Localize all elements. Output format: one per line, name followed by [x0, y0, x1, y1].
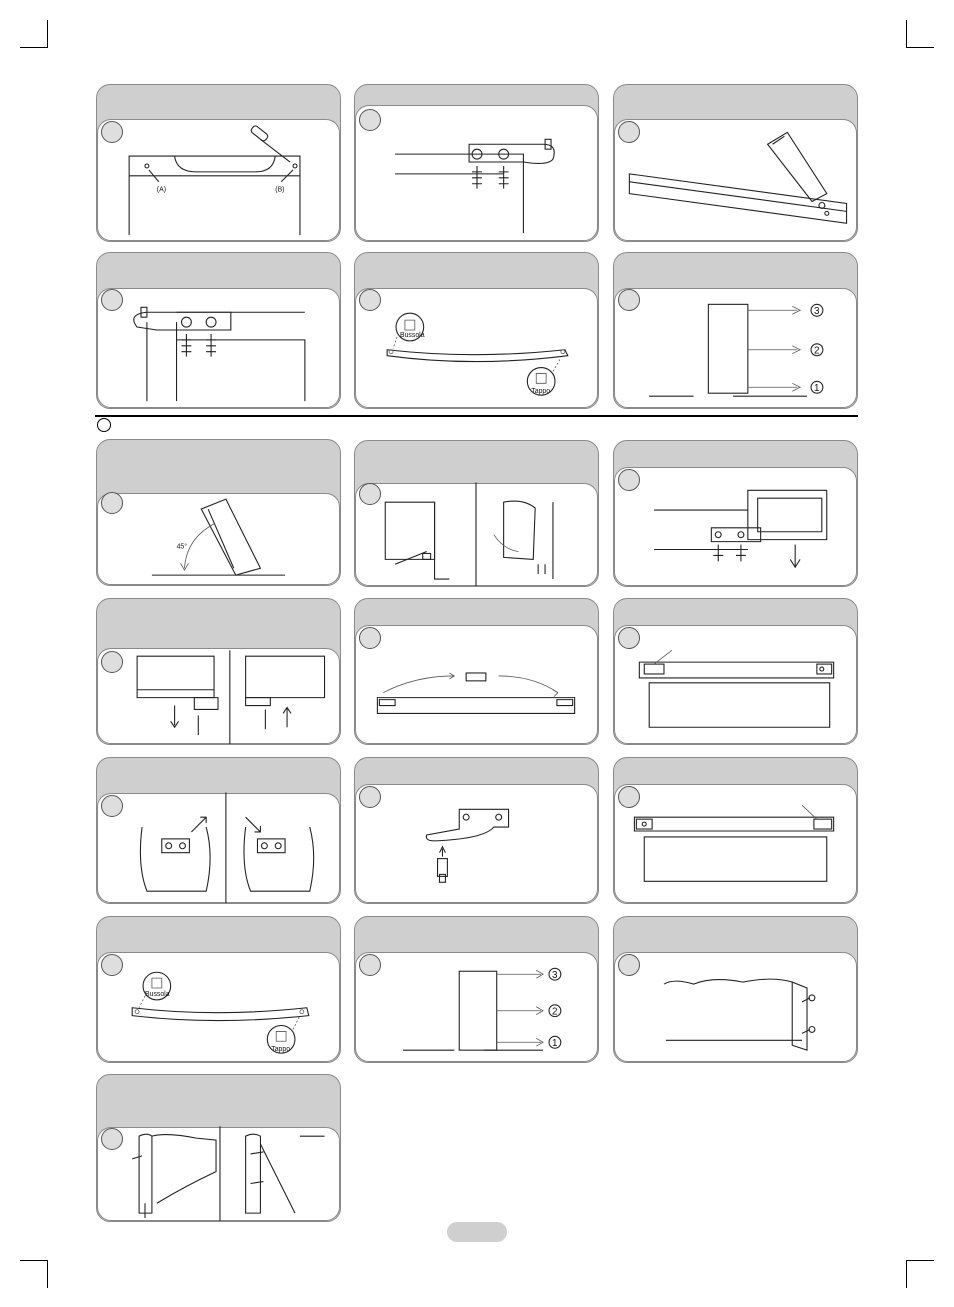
step-card-11 — [354, 598, 599, 745]
cap-label: Tappo — [271, 1046, 291, 1054]
door-bottom-unscrew-illustration — [355, 441, 598, 586]
step-card-7 — [96, 439, 341, 586]
step-card-3 — [613, 84, 858, 242]
level-1-label: 1 — [813, 383, 820, 395]
step-marker — [101, 492, 123, 514]
step-marker — [618, 469, 640, 491]
crop-mark — [20, 1260, 48, 1261]
hinge-icon — [257, 839, 285, 853]
cap-label: Tappo — [531, 388, 551, 396]
hole-a-label: (A) — [156, 186, 167, 194]
step-marker — [101, 289, 123, 311]
crop-mark — [906, 1260, 934, 1261]
crop-mark — [906, 1260, 907, 1288]
cutting-cover-illustration — [614, 85, 857, 241]
step-marker — [359, 627, 381, 649]
step-card-9 — [613, 440, 858, 587]
screw-icon — [713, 545, 746, 562]
hinge-icon — [162, 839, 190, 853]
step-marker — [359, 954, 381, 976]
level-1-label: 1 — [551, 1038, 558, 1050]
lower-hinge-removal-illustration — [614, 441, 857, 586]
step-marker — [359, 109, 381, 131]
hinge-icon — [426, 809, 508, 841]
cutter-knife-icon — [768, 132, 827, 201]
level-2-label: 2 — [813, 345, 820, 357]
step-card-17 — [354, 916, 599, 1063]
step-marker — [101, 795, 123, 817]
top-plate-fit-illustration — [614, 599, 857, 744]
top-plate-reverse-illustration — [614, 758, 857, 903]
step-card-6 — [613, 252, 858, 409]
pin-relocation-illustration — [97, 599, 340, 744]
step-card-5 — [354, 252, 599, 409]
hinge-icon — [469, 139, 554, 163]
handle-fitting-illustration — [614, 917, 857, 1062]
section-divider — [95, 415, 858, 417]
bushing-cap-reverse-illustration — [97, 917, 340, 1062]
step-card-13 — [96, 757, 341, 904]
step-marker — [618, 121, 640, 143]
hole-b-label: (B) — [275, 186, 285, 194]
step-card-19 — [96, 1074, 341, 1222]
door-handle-side-illustration — [97, 1075, 340, 1221]
section-marker — [97, 418, 111, 432]
level-3-label: 3 — [813, 306, 820, 318]
step-marker — [101, 1128, 123, 1150]
hinge-fitting-illustration — [97, 253, 340, 408]
step-card-12 — [613, 598, 858, 745]
crop-mark — [47, 1260, 48, 1288]
bar-swap-illustration — [355, 599, 598, 744]
crop-mark — [20, 47, 48, 48]
step-marker — [618, 954, 640, 976]
crop-mark — [906, 47, 934, 48]
hinge-pin-insert-illustration — [355, 758, 598, 903]
appliance-levels-illustration-2 — [355, 917, 598, 1062]
appliance-levels-illustration — [614, 253, 857, 408]
bushing-cap-swap-illustration — [355, 253, 598, 408]
step-marker — [359, 289, 381, 311]
bushing-label: Bussola — [399, 331, 425, 339]
bushing-label: Bussola — [145, 990, 170, 998]
step-marker — [618, 627, 640, 649]
crop-mark — [906, 20, 907, 48]
top-hinge-removal-illustration — [355, 85, 598, 241]
level-2-label: 2 — [551, 1006, 558, 1018]
step-marker — [618, 289, 640, 311]
screw-icon — [472, 166, 509, 189]
door-tilt-45-illustration — [97, 440, 340, 585]
step-card-16 — [96, 916, 341, 1063]
step-card-8 — [354, 440, 599, 587]
level-3-label: 3 — [551, 970, 558, 982]
step-marker — [101, 121, 123, 143]
angle-label: 45° — [176, 543, 188, 551]
step-card-10 — [96, 598, 341, 745]
step-card-18 — [613, 916, 858, 1063]
crop-mark — [47, 20, 48, 48]
top-cover-screw-removal-illustration — [97, 85, 340, 241]
step-marker — [359, 483, 381, 505]
hinge-screw-alignment-illustration — [97, 758, 340, 903]
page-number-pill — [447, 1222, 507, 1242]
step-card-4 — [96, 252, 341, 409]
step-marker — [618, 786, 640, 808]
step-card-15 — [613, 757, 858, 904]
step-marker — [359, 786, 381, 808]
step-card-1 — [96, 84, 341, 242]
step-marker — [101, 651, 123, 673]
step-card-2 — [354, 84, 599, 242]
screw-icon — [181, 334, 216, 357]
hinge-icon — [134, 307, 231, 330]
step-card-14 — [354, 757, 599, 904]
step-marker — [101, 954, 123, 976]
